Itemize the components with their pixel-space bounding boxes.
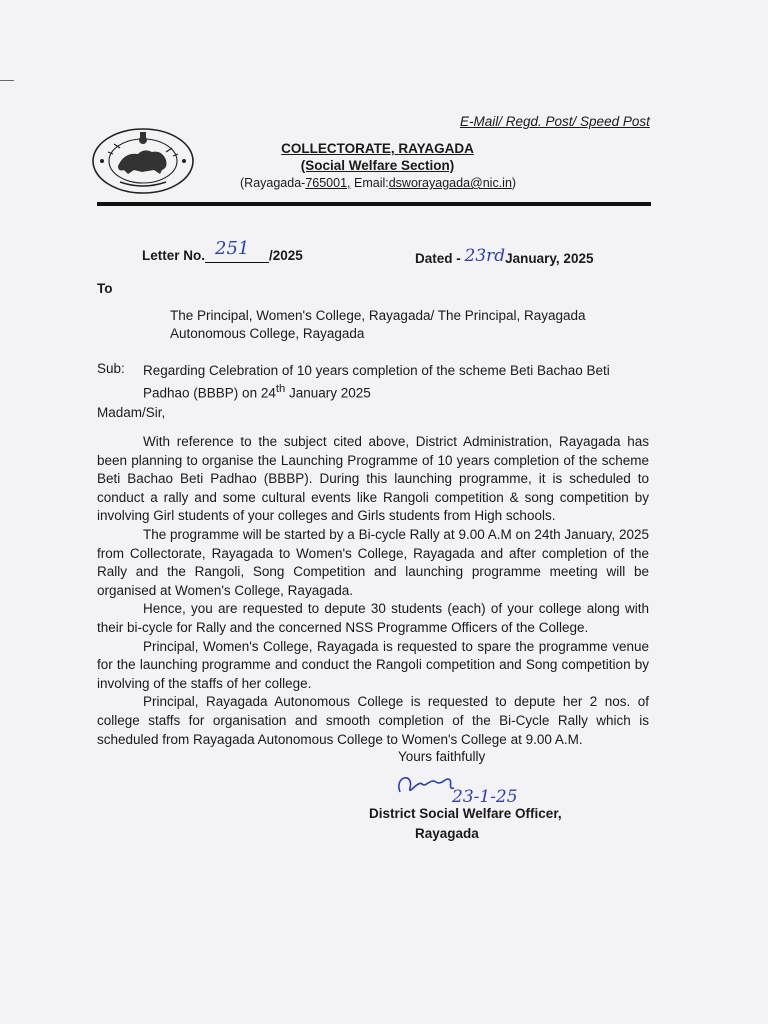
body-paragraph: Principal, Women's College, Rayagada is requested to spare the programme venue for the launching programme and conduct the Rangoli competition and Song competition by involving of the staffs of her college. bbox=[97, 638, 649, 691]
office-name: COLLECTORATE, RAYAGADA bbox=[281, 141, 474, 156]
closing: Yours faithfully bbox=[398, 749, 486, 764]
handwritten-letter-number: 251 bbox=[215, 238, 250, 259]
pin-code: 765001, bbox=[305, 176, 351, 190]
signature bbox=[392, 770, 552, 806]
handwritten-date: 23rd bbox=[464, 246, 506, 266]
letter-body bbox=[97, 433, 649, 749]
delivery-mode: E-Mail/ Regd. Post/ Speed Post bbox=[460, 114, 650, 129]
scan-mark bbox=[0, 80, 14, 81]
body-paragraph: Hence, you are requested to depute 30 students (each) of your college along with their bi-cycle for Rally and the concerned NSS Programme Officers of the College. bbox=[97, 601, 649, 635]
section-name: (Social Welfare Section) bbox=[300, 158, 455, 173]
subject-label: Sub: bbox=[97, 361, 125, 376]
body-paragraph: With reference to the subject cited above, District Administration, Rayagada has been planning to organise the Launching Programme of 10 years completion of the scheme Beti Bachao Beti Padhao (BBBP). During this launching programme, it is scheduled to conduct a rally and some cultural events like Rangoli competition & song competition by involving Girl students of your colleges and Girls students from High schools. bbox=[97, 434, 649, 524]
body-paragraph: Principal, Rayagada Autonomous College is requested to depute her 2 nos. of college staffs for organisation and smooth completion of the Bi-Cycle Rally which is scheduled from Rayagada Autonomous College to Women's College at 9.00 A.M. bbox=[97, 694, 649, 747]
letterhead bbox=[240, 141, 515, 190]
letter-number: Letter No. 251 /2025 bbox=[142, 238, 303, 263]
letter-number-blank bbox=[205, 238, 269, 263]
signature-date: 23-1-25 bbox=[452, 787, 518, 806]
to-label: To bbox=[97, 281, 113, 296]
signatory-place: Rayagada bbox=[415, 826, 479, 841]
salutation: Madam/Sir, bbox=[97, 405, 166, 420]
letter-date: Dated - 23rdJanuary, 2025 bbox=[415, 246, 594, 266]
subject-text: Regarding Celebration of 10 years completion of the scheme Beti Bachao Beti Padhao (BBBP) on 24th January 2025 bbox=[143, 363, 610, 401]
odisha-emblem-icon bbox=[90, 126, 196, 196]
recipient: The Principal, Women's College, Rayagada/ The Principal, Rayagada Autonomous College, Rayagada bbox=[170, 308, 586, 341]
body-paragraph: The programme will be started by a Bi-cycle Rally at 9.00 A.M on 24th January, 2025 from Collectorate, Rayagada to Women's College, Rayagada and after completion of the Rally and the Rangoli, Song Competition and launching programme meeting will be organised at Women's College, Rayagada. bbox=[97, 526, 649, 598]
signatory-designation: District Social Welfare Officer, bbox=[369, 806, 562, 821]
signatory-block bbox=[369, 804, 562, 844]
header-rule bbox=[97, 202, 651, 206]
address-line: (Rayagada-765001, Email:dsworayagada@nic.in) bbox=[240, 176, 517, 190]
email-link[interactable]: dsworayagada@nic.in bbox=[388, 176, 512, 190]
